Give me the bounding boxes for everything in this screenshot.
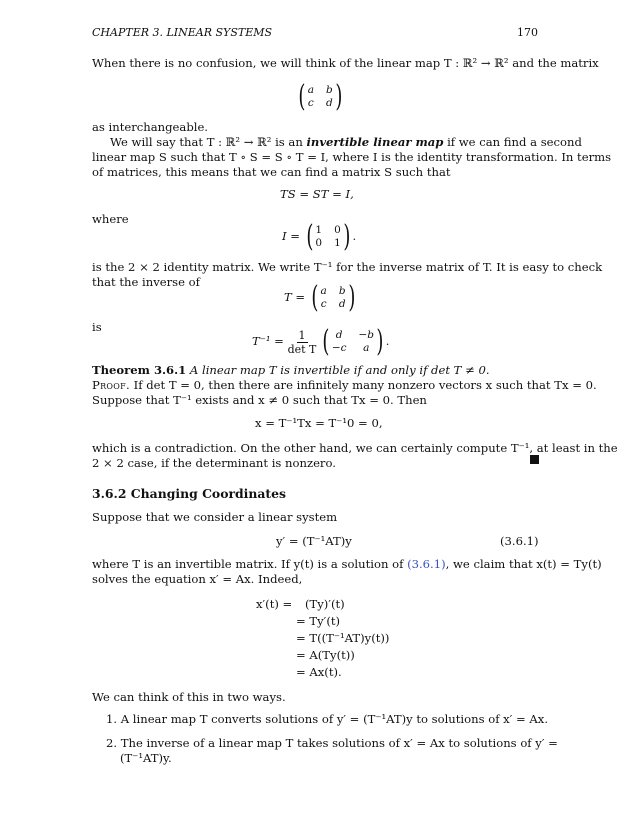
qed-square-icon <box>530 455 539 464</box>
align-row: (Ty)′(t) <box>305 597 345 611</box>
section-heading: 3.6.2 Changing Coordinates <box>92 486 286 501</box>
text-span: , we claim that x(t) = Ty(t) <box>445 557 602 571</box>
text-span: If det T = 0, then there are infinitely many nonzero vectors x such that Tx = 0. <box>133 378 597 392</box>
chapter-title: CHAPTER 3. LINEAR SYSTEMS <box>92 26 273 39</box>
identity-matrix: I = ( 1 0 0 1 ) . <box>282 219 357 254</box>
paragraph-line: where <box>92 212 129 226</box>
align-lhs: x′(t) = <box>256 597 293 611</box>
paragraph-line: of matrices, this means that we can find a matrix S such that <box>92 165 451 179</box>
text-span: where T is an invertible matrix. If y(t) is a solution of <box>92 557 404 571</box>
list-item: 1. A linear map T converts solutions of y′ = (T⁻¹AT)y to solutions of x′ = Ax. <box>106 712 549 726</box>
page-number: 170 <box>517 26 538 39</box>
theorem-label: Theorem 3.6.1 <box>92 363 187 377</box>
theorem-statement: A linear map T is invertible if and only if det T ≠ 0. <box>189 363 490 377</box>
label: T = <box>284 290 306 304</box>
inverse-formula: T⁻¹ = $\frac{1}{\text{det T}}$ ( d −b −c a ) . <box>252 324 390 359</box>
matrix-entry: 1 <box>334 237 341 249</box>
proof-line: which is a contradiction. On the other hand, we can certainly compute T⁻¹, at least in the <box>92 441 618 455</box>
proof-label: Proof. <box>92 378 130 392</box>
paragraph-line: We can think of this in two ways. <box>92 690 286 704</box>
matrix-entry: a <box>363 342 370 354</box>
paragraph-line <box>110 135 582 149</box>
label: T⁻¹ = <box>252 334 284 348</box>
theorem <box>92 363 538 377</box>
proof-equation: x = T⁻¹Tx = T⁻¹0 = 0, <box>255 416 383 430</box>
align-row: = A(Ty(t)) <box>296 648 355 662</box>
paragraph-line: is the 2 × 2 identity matrix. We write T⁻¹ for the inverse matrix of T. It is easy to check <box>92 260 603 274</box>
denominator: det T <box>287 342 317 356</box>
matrix-entry: 0 <box>315 237 323 249</box>
text-span: if we can find a second <box>447 135 582 149</box>
matrix-entry: d <box>325 97 333 109</box>
list-item: 2. The inverse of a linear map T takes solutions of x′ = Ax to solutions of y′ = <box>106 736 558 750</box>
paragraph-line: linear map S such that T ∘ S = S ∘ T = I, where I is the identity transformation. In terms <box>92 150 612 164</box>
equation-reference-link[interactable]: (3.6.1) <box>407 557 446 571</box>
text-span: We will say that T : ℝ² → ℝ² is an <box>110 135 303 149</box>
system-equation: y′ = (T⁻¹AT)y <box>276 534 352 548</box>
equation-number: (3.6.1) <box>500 534 539 548</box>
list-item-continuation: (T⁻¹AT)y. <box>120 751 172 765</box>
matrix-entry: b <box>338 285 346 297</box>
matrix-entry: 0 <box>334 224 341 236</box>
paragraph-line: as interchangeable. <box>92 120 208 134</box>
matrix-entry: −c <box>331 342 347 354</box>
emphasis-term: invertible linear map <box>306 135 444 149</box>
matrix-entry: b <box>325 84 333 96</box>
running-header <box>92 26 538 39</box>
matrix-entry: a <box>307 84 314 96</box>
proof-line <box>92 378 597 392</box>
proof-line: 2 × 2 case, if the determinant is nonzero. <box>92 456 336 470</box>
label: I = <box>282 229 300 243</box>
align-row: = Ty′(t) <box>296 614 341 628</box>
matrix-ab: ( a b c d ) <box>298 79 343 114</box>
matrix-entry: c <box>320 298 327 310</box>
matrix-entry: c <box>307 97 314 109</box>
paragraph-line: is <box>92 320 102 334</box>
equation-ts: TS = ST = I, <box>280 187 354 201</box>
matrix-entry: 1 <box>315 224 323 236</box>
numerator: 1 <box>298 328 306 342</box>
paragraph-line: When there is no confusion, we will think of the linear map T : ℝ² → ℝ² and the matrix <box>92 56 599 70</box>
paragraph-line <box>92 557 602 571</box>
paragraph-line: solves the equation x′ = Ax. Indeed, <box>92 572 303 586</box>
matrix-entry: a <box>320 285 327 297</box>
t-matrix: T = ( a b c d ) <box>284 280 355 315</box>
align-row: = T((T⁻¹AT)y(t)) <box>296 631 390 645</box>
paragraph-line: that the inverse of <box>92 275 200 289</box>
matrix-entry: d <box>335 329 343 341</box>
align-row: = Ax(t). <box>296 665 342 679</box>
paragraph-line: Suppose that we consider a linear system <box>92 510 338 524</box>
fraction <box>288 329 317 356</box>
matrix-entry: −b <box>358 329 375 341</box>
proof-line: Suppose that T⁻¹ exists and x ≠ 0 such that Tx = 0. Then <box>92 393 427 407</box>
matrix-entry: d <box>338 298 346 310</box>
